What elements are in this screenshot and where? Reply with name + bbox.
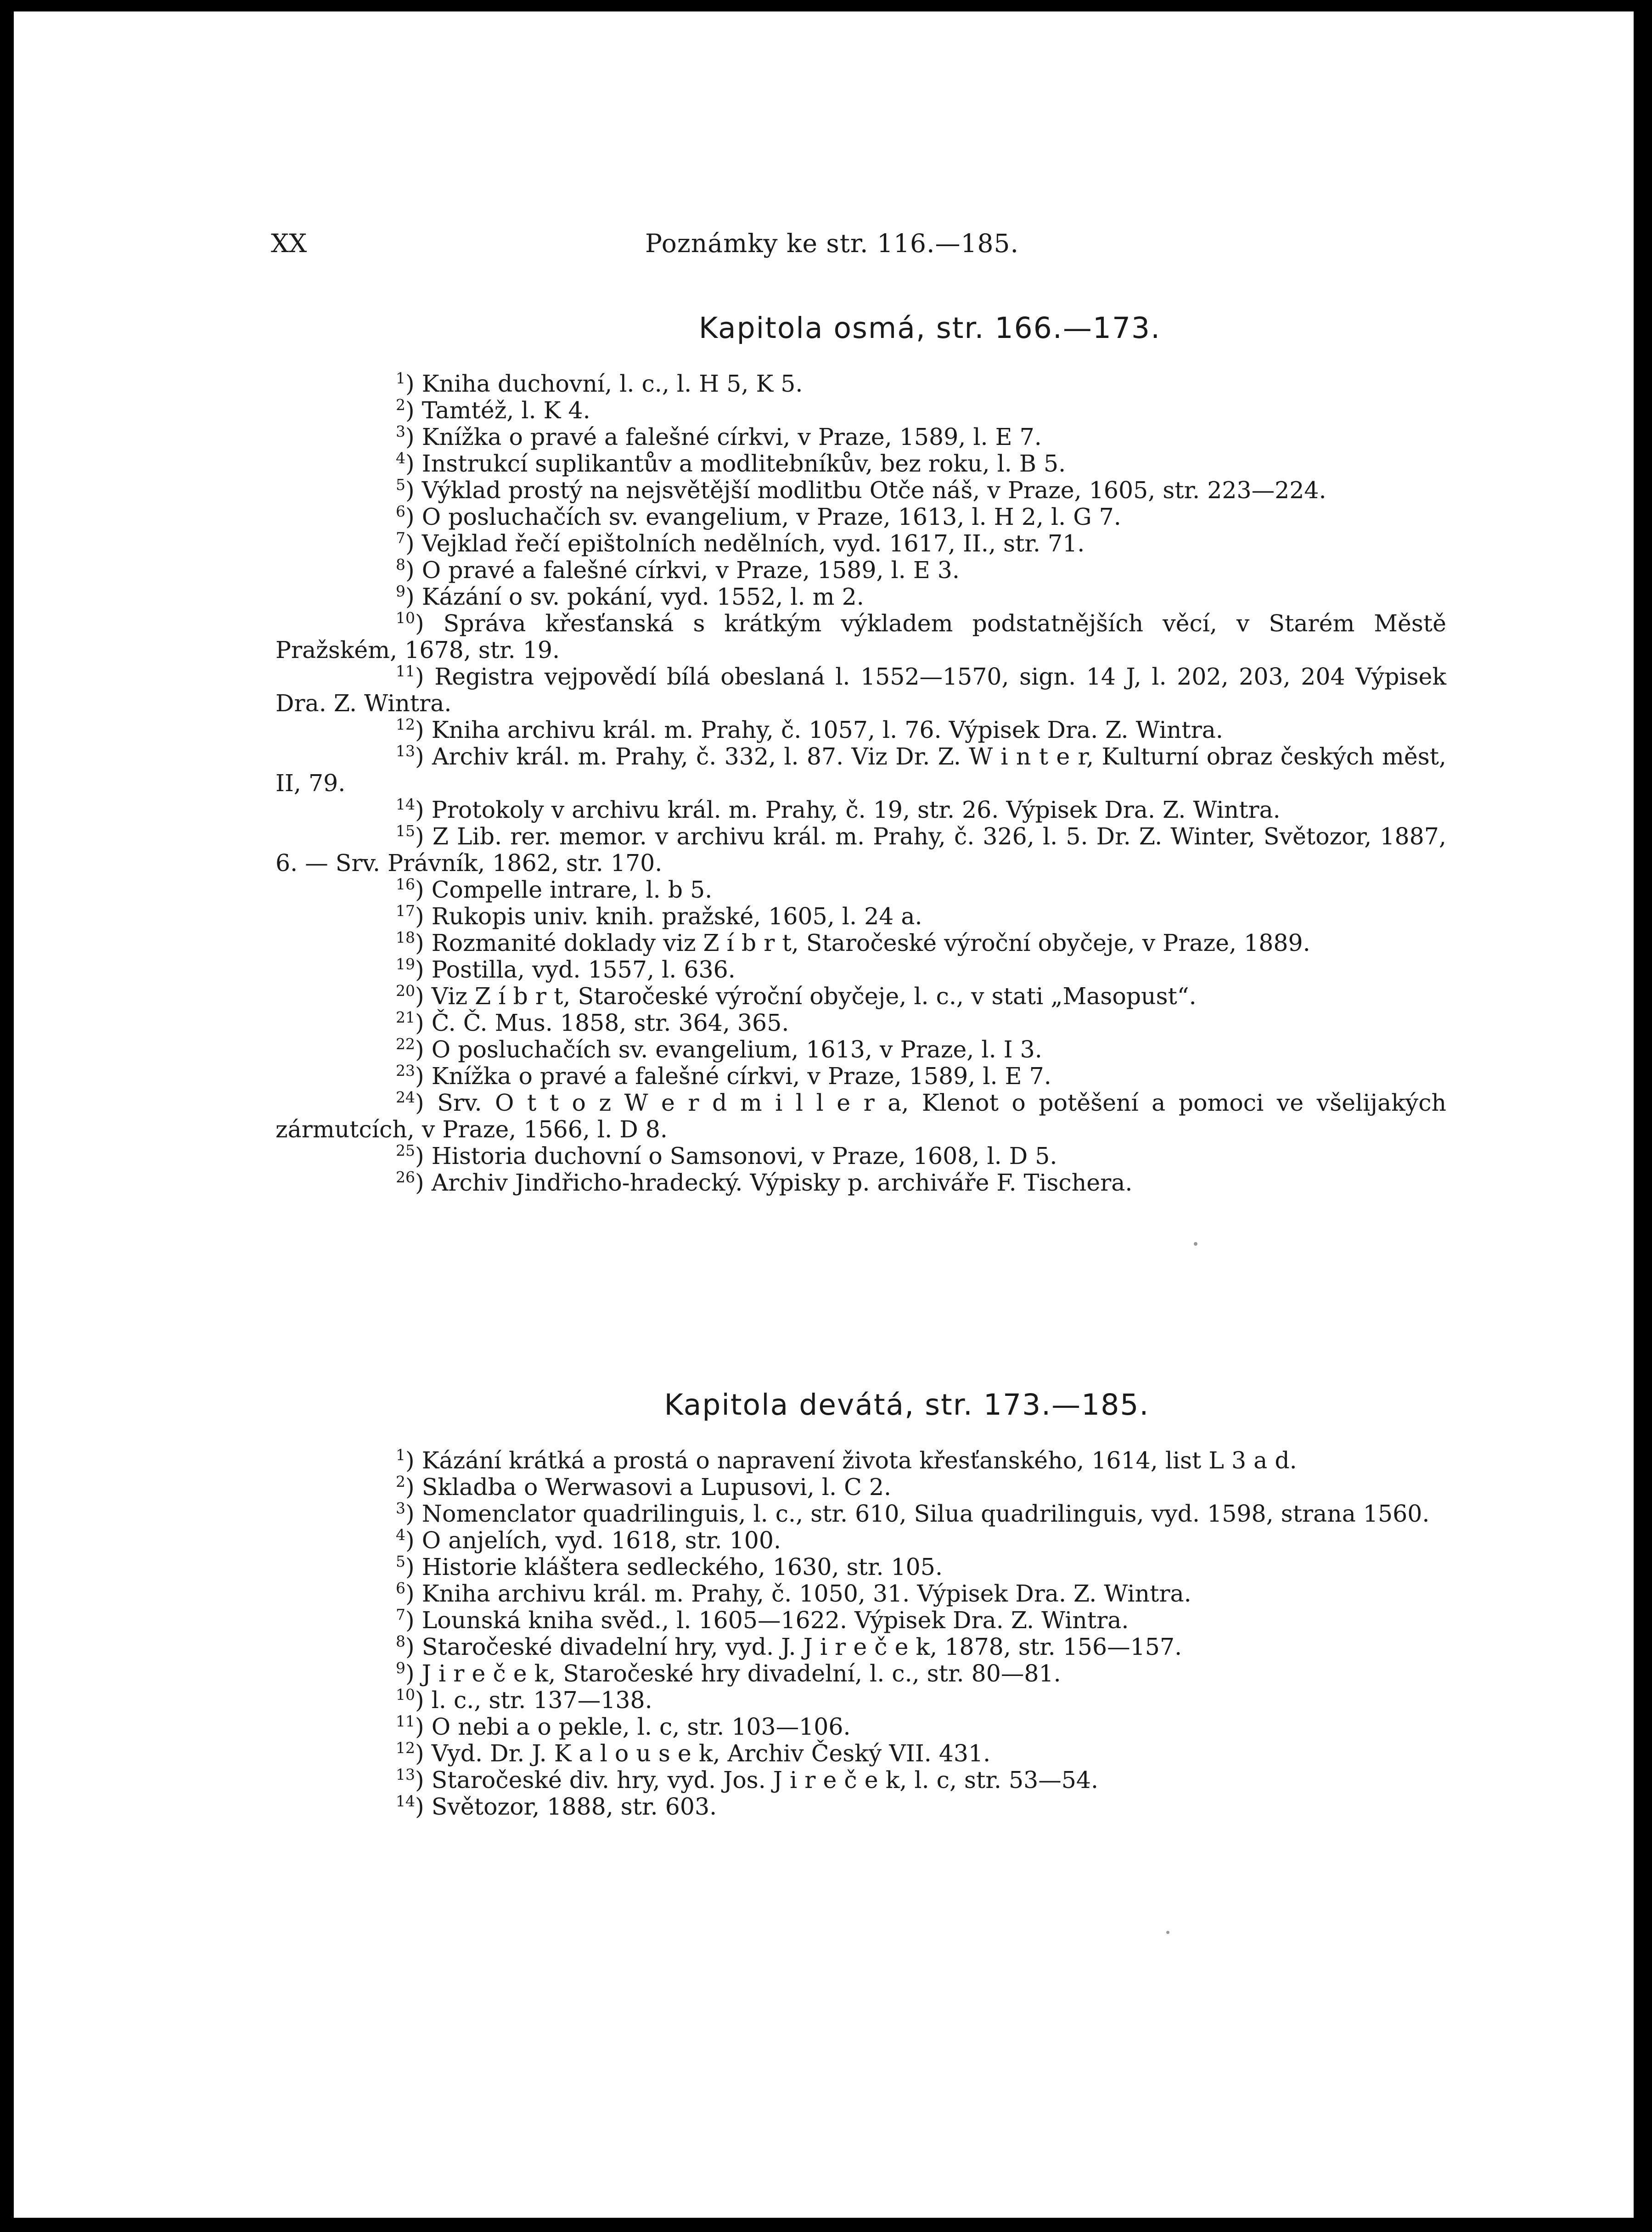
footnote-marker-paren: ) [415,983,432,1010]
footnote-number: 16 [396,875,415,894]
footnote-number: 26 [396,1168,415,1186]
footnote-text: Postilla, vyd. 1557, l. 636. [431,956,736,983]
footnote [275,1793,1446,1820]
footnote-marker-paren: ) [405,557,422,584]
footnote [275,1501,1446,1527]
footnote-marker-paren: ) [405,1607,422,1634]
footnote-text: Kniha duchovní, l. c., l. H 5, K 5. [421,370,803,397]
footnote-marker-paren: ) [415,1036,432,1063]
footnote-text: Knížka o pravé a falešné církvi, v Praze, 1589, l. E 7. [431,1063,1051,1090]
footnote [275,1687,1446,1714]
footnote-text: Historia duchovní o Samsonovi, v Praze, 1608, l. D 5. [431,1142,1057,1169]
footnote [275,1036,1446,1063]
footnote [275,1090,1446,1143]
footnote-marker-paren: ) [405,1500,422,1527]
footnote-number: 17 [396,902,415,920]
footnote [275,930,1446,956]
running-title: Poznámky ke str. 116.—185. [645,229,1019,258]
footnote [275,983,1446,1010]
scan-speck [1166,1931,1169,1934]
footnote-number: 8 [396,1632,405,1651]
footnote [275,1554,1446,1580]
footnote-marker-paren: ) [415,743,433,770]
footnote-number: 22 [396,1035,415,1053]
footnote-marker-paren: ) [415,1142,432,1169]
footnote-number: 19 [396,955,415,973]
footnote-marker-paren: ) [415,1063,432,1090]
footnote-number: 24 [396,1088,415,1107]
section-title: Kapitola devátá, str. 173.—185. [664,1388,1150,1422]
footnote-marker-paren: ) [415,956,432,983]
footnote [275,610,1446,663]
footnote-text: Archiv král. m. Prahy, č. 332, l. 87. Viz Dr. Z. W i n t e r, Kulturní obraz českých měst, II, 79. [275,743,1446,797]
footnote-number: 2 [396,1473,405,1491]
footnote-number: 18 [396,928,415,947]
footnote-text: Kázání o sv. pokání, vyd. 1552, l. m 2. [421,583,864,610]
footnote-marker-paren: ) [405,397,422,424]
footnote-marker-paren: ) [405,1473,422,1501]
footnote-text: Světozor, 1888, str. 603. [431,1793,717,1820]
footnote-marker-paren: ) [415,1687,432,1714]
footnote [275,530,1446,557]
footnote [275,477,1446,504]
footnote [275,1660,1446,1687]
footnote-number: 1 [396,369,405,388]
footnote [275,1527,1446,1554]
footnote-marker-paren: ) [405,530,422,557]
section-chapter-8 [275,310,1446,1196]
footnote-marker-paren: ) [415,1793,432,1820]
footnote-text: O anjelích, vyd. 1618, str. 100. [421,1527,781,1554]
page-number: XX [271,229,307,258]
footnote [275,1474,1446,1501]
footnote-marker-paren: ) [405,1527,422,1554]
footnote-number: 12 [396,715,415,734]
footnote-text: Tamtéž, l. K 4. [421,397,590,424]
footnote-marker-paren: ) [405,1633,422,1660]
footnote [275,797,1446,823]
footnote-text: Výklad prostý na nejsvětější modlitbu Otče náš, v Praze, 1605, str. 223—224. [421,477,1326,504]
footnote-text: Srv. O t t o z W e r d m i l l e r a, Klenot o potěšení a pomoci ve všelijakých zármutcích, v Praze, 1566, l. D 8. [275,1089,1447,1143]
footnote-number: 2 [396,396,405,414]
footnote-text: Rozmanité doklady viz Z í b r t, Staročeské výroční obyčeje, v Praze, 1889. [431,929,1310,956]
footnote-marker-paren: ) [415,1766,432,1793]
footnote-text: O posluchačích sv. evangelium, 1613, v Praze, l. I 3. [431,1036,1042,1063]
footnote [275,1169,1446,1196]
footnote-number: 5 [396,476,405,494]
footnote-text: Protokoly v archivu král. m. Prahy, č. 19, str. 26. Výpisek Dra. Z. Wintra. [431,796,1281,823]
footnote-text: Vyd. Dr. J. K a l o u s e k, Archiv Český VII. 431. [431,1740,991,1767]
footnote [275,1740,1446,1767]
footnote-text: Vejklad řečí epištolních nedělních, vyd. 1617, II., str. 71. [421,530,1085,557]
footnote [275,743,1446,797]
footnote-marker-paren: ) [405,477,422,504]
footnote-text: Rukopis univ. knih. pražské, 1605, l. 24 a. [431,903,922,930]
footnote [275,1767,1446,1793]
footnote-text: Lounská kniha svěd., l. 1605—1622. Výpisek Dra. Z. Wintra. [421,1607,1129,1634]
footnote-marker-paren: ) [415,1169,432,1196]
footnote-text: Správa křesťanská s krátkým výkladem podstatnějších věcí, v Starém Městě Pražském, 1678, str. 19. [275,610,1446,663]
footnote-marker-paren: ) [415,1713,432,1740]
footnote [275,1580,1446,1607]
footnote-number: 15 [396,822,415,840]
footnote [275,1607,1446,1634]
footnote-marker-paren: ) [405,1447,422,1474]
footnote-marker-paren: ) [415,903,432,930]
notes-list [275,371,1446,1196]
footnote-marker-paren: ) [415,876,432,903]
footnote-text: O pravé a falešné církvi, v Praze, 1589, l. E 3. [421,557,960,584]
footnote-number: 10 [396,609,415,627]
footnote-text: Archiv Jindřicho-hradecký. Výpisky p. archiváře F. Tischera. [431,1169,1133,1196]
footnote-text: Staročeské divadelní hry, vyd. J. J i r e č e k, 1878, str. 156—157. [421,1633,1182,1660]
footnote-marker-paren: ) [405,450,422,477]
footnote-text: l. c., str. 137—138. [431,1687,652,1714]
footnote-number: 8 [396,556,405,574]
footnote-marker-paren: ) [415,663,435,690]
footnote-text: Instrukcí suplikantův a modlitebníkův, bez roku, l. B 5. [421,450,1066,477]
footnote-text: O posluchačích sv. evangelium, v Praze, 1613, l. H 2, l. G 7. [421,503,1121,530]
footnote-marker-paren: ) [405,370,422,397]
footnote [275,717,1446,743]
footnote-text: Z Lib. rer. memor. v archivu král. m. Prahy, č. 326, l. 5. Dr. Z. Winter, Světozor, 1887, 6. — Srv. Právník, 1862, str. 170. [275,823,1446,877]
footnote-number: 6 [396,502,405,521]
footnote-marker-paren: ) [415,716,432,743]
footnote-number: 7 [396,1606,405,1624]
footnote-text: Knížka o pravé a falešné církvi, v Praze, 1589, l. E 7. [421,423,1042,450]
footnote-number: 3 [396,1499,405,1518]
footnote-text: Compelle intrare, l. b 5. [431,876,713,903]
footnote-number: 9 [396,1659,405,1677]
footnote-text: Kázání krátká a prostá o napravení života křesťanského, 1614, list L 3 a d. [421,1447,1297,1474]
footnote-marker-paren: ) [415,610,444,637]
footnote [275,371,1446,397]
section-chapter-9 [275,1387,1446,1820]
footnote-text: Historie kláštera sedleckého, 1630, str. 105. [421,1553,943,1580]
footnote-text: O nebi a o pekle, l. c, str. 103—106. [431,1713,851,1740]
footnote-marker-paren: ) [415,796,432,823]
footnote-marker-paren: ) [405,423,422,450]
footnote [275,504,1446,530]
footnote-number: 7 [396,529,405,547]
footnote [275,877,1446,903]
footnote-text: Registra vejpovědí bílá obeslaná l. 1552—1570, sign. 14 J, l. 202, 203, 204 Výpisek Dra. Z. Wintra. [275,663,1446,717]
footnote-marker-paren: ) [415,1009,432,1036]
footnote-marker-paren: ) [405,1580,422,1607]
footnote-number: 23 [396,1062,415,1080]
footnote [275,424,1446,450]
footnote-number: 6 [396,1579,405,1597]
footnote [275,956,1446,983]
footnote [275,663,1446,717]
footnote-text: Kniha archivu král. m. Prahy, č. 1057, l. 76. Výpisek Dra. Z. Wintra. [431,716,1223,743]
footnote-number: 1 [396,1446,405,1464]
footnote [275,1010,1446,1036]
footnote [275,584,1446,610]
footnote-number: 13 [396,1765,415,1784]
footnote [275,397,1446,424]
footnote-text: Viz Z í b r t, Staročeské výroční obyčeje, l. c., v stati „Masopust“. [431,983,1197,1010]
footnote-text: Kniha archivu král. m. Prahy, č. 1050, 31. Výpisek Dra. Z. Wintra. [421,1580,1191,1607]
footnote-text: Č. Č. Mus. 1858, str. 364, 365. [431,1009,789,1036]
footnote-marker-paren: ) [415,1740,432,1767]
footnote-number: 14 [396,795,415,814]
footnote-text: Staročeské div. hry, vyd. Jos. J i r e č e k, l. c, str. 53—54. [431,1766,1099,1793]
footnote-text: J i r e č e k, Staročeské hry divadelní, l. c., str. 80—81. [421,1660,1061,1687]
footnote-number: 14 [396,1792,415,1810]
footnote-marker-paren: ) [405,1660,422,1687]
footnote-number: 9 [396,582,405,601]
footnote-marker-paren: ) [415,1089,438,1116]
footnote-number: 4 [396,449,405,467]
footnote-number: 25 [396,1141,415,1160]
footnote [275,1143,1446,1169]
footnote-marker-paren: ) [415,823,433,850]
footnote-number: 20 [396,982,415,1000]
notes-list [275,1447,1446,1820]
footnote [275,1634,1446,1660]
footnote-number: 13 [396,742,415,760]
footnote-marker-paren: ) [405,583,422,610]
footnote [275,1714,1446,1740]
footnote [275,903,1446,930]
footnote-marker-paren: ) [405,503,422,530]
footnote-number: 4 [396,1526,405,1544]
running-head [271,227,1070,259]
footnote [275,1063,1446,1090]
footnote-number: 11 [396,662,415,680]
footnote-number: 12 [396,1739,415,1757]
scan-speck [1194,1242,1197,1246]
footnote [275,1447,1446,1474]
book-page [14,11,1634,2218]
footnote-text: Skladba o Werwasovi a Lupusovi, l. C 2. [421,1473,891,1501]
footnote-text: Nomenclator quadrilinguis, l. c., str. 610, Silua quadrilinguis, vyd. 1598, strana 1560. [421,1500,1430,1527]
footnote [275,823,1446,877]
footnote-number: 10 [396,1686,415,1704]
footnote [275,557,1446,584]
footnote-marker-paren: ) [415,929,432,956]
footnote-number: 21 [396,1008,415,1027]
footnote-number: 11 [396,1712,415,1731]
footnote-number: 3 [396,422,405,441]
footnote-number: 5 [396,1552,405,1571]
footnote-marker-paren: ) [405,1553,422,1580]
section-title: Kapitola osmá, str. 166.—173. [698,311,1161,345]
footnote [275,450,1446,477]
